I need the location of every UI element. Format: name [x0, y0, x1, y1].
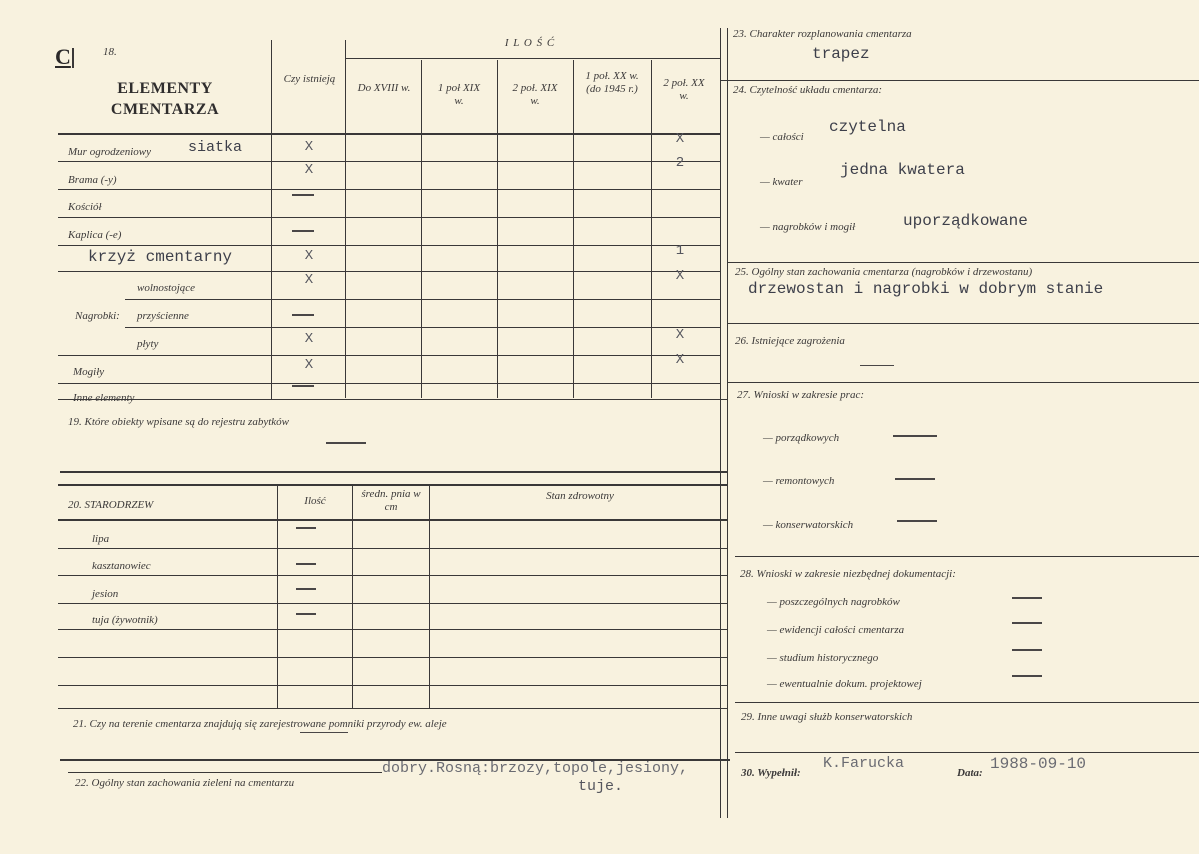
row-label-kosciol: Kościół	[68, 201, 102, 213]
section-24-label: 24. Czytelność układu cmentarza:	[733, 84, 883, 96]
section-26-label: 26. Istniejące zagrożenia	[735, 335, 845, 347]
row-label-krzyz: krzyż cmentarny	[88, 248, 233, 266]
dash-tree-kasztanowiec	[296, 563, 316, 565]
section-22-value-line1: dobry.Rosną:brzozy,topole,jesiony,	[382, 760, 689, 777]
col-header-ilosc: I L O Ś Ć	[504, 37, 556, 49]
row-label-wolnostojace: wolnostojące	[137, 282, 196, 294]
mark-wolno-2polxx: X	[675, 268, 685, 284]
section-27-label: 27. Wnioski w zakresie prac:	[737, 389, 864, 401]
tree-name: tuja (żywotnik)	[92, 614, 158, 626]
section-30-label: 30. Wypełnił:	[741, 767, 801, 779]
dash-przysc-exists	[292, 314, 314, 316]
row-label-inne: Inne elementy	[73, 392, 135, 404]
col-header-2pol-xx: 2 poł. XX w.	[663, 77, 705, 102]
mark-mur-2polxx: X	[675, 131, 685, 147]
row-label-mogily: Mogiły	[73, 366, 105, 378]
dash-section-27-remontowych	[895, 478, 935, 480]
section-28-item: — studium historycznego	[767, 652, 879, 664]
dash-section-21	[300, 732, 348, 733]
dash-kaplica-exists	[292, 230, 314, 232]
mark-brama-2polxx: 2	[675, 155, 685, 171]
dash-tree-lipa	[296, 527, 316, 529]
section-23-value: trapez	[812, 45, 870, 63]
section-18-title-line1: ELEMENTY	[117, 80, 213, 97]
dash-inne-exists	[292, 385, 314, 387]
section-24-calosci-label: — całości	[760, 131, 804, 143]
dash-section-27-konserwatorskich	[897, 520, 937, 522]
tree-name: kasztanowiec	[92, 560, 151, 572]
section-28-item: — poszczególnych nagrobków	[767, 596, 900, 608]
row-label-kaplica: Kaplica (-e)	[68, 229, 122, 241]
section-24-kwater-value: jedna kwatera	[840, 161, 965, 179]
col-header-tree-ilosc: Ilość	[304, 495, 326, 507]
col-header-tree-stan: Stan zdrowotny	[546, 490, 614, 502]
section-letter: C	[55, 44, 71, 69]
section-28-item: — ewidencji całości cmentarza	[767, 624, 905, 636]
dash-section-19	[326, 442, 366, 444]
dash-section-28-projektowej	[1012, 675, 1042, 677]
section-22-value-line2: tuje.	[578, 778, 624, 795]
section-24-nagrobkow-value: uporządkowane	[903, 212, 1028, 230]
dash-section-26	[860, 365, 894, 366]
col-header-exists: Czy istnieją	[283, 73, 336, 85]
tree-name: jesion	[92, 588, 119, 600]
section-30-name: K.Farucka	[823, 755, 905, 772]
section-24-kwater-label: — kwater	[760, 176, 803, 188]
row-label-mur: Mur ogrodzeniowy	[68, 146, 152, 158]
section-20-title: 20. STARODRZEW	[68, 499, 154, 511]
dash-tree-jesion	[296, 588, 316, 590]
col-header-1pol-xx: 1 poł. XX w. (do 1945 r.)	[585, 70, 639, 95]
section-27-item: — porządkowych	[763, 432, 840, 444]
col-header-1pol-xix: 1 poł XIX w.	[437, 82, 481, 107]
dash-section-28-nagrobkow	[1012, 597, 1042, 599]
mark-mogily-2polxx: X	[675, 352, 685, 368]
mark-krzyz-2polxx: 1	[675, 243, 685, 259]
section-27-item: — remontowych	[763, 475, 835, 487]
mark-mur-exists: X	[304, 139, 314, 155]
mark-krzyz-exists: X	[304, 248, 314, 264]
dash-section-28-ewidencji	[1012, 622, 1042, 624]
section-18-title-line2: CMENTARZA	[110, 101, 220, 118]
dash-kosciol-exists	[292, 194, 314, 196]
section-25-value: drzewostan i nagrobki w dobrym stanie	[748, 280, 1104, 298]
mark-mogily-exists: X	[304, 357, 314, 373]
mark-brama-exists: X	[304, 162, 314, 178]
section-23-label: 23. Charakter rozplanowania cmentarza	[733, 28, 912, 40]
mark-plyty-2polxx: X	[675, 327, 685, 343]
section-18-number: 18.	[103, 46, 117, 58]
section-30-date-label: Data:	[957, 767, 983, 779]
section-19-label: 19. Które obiekty wpisane są do rejestru zabytków	[68, 416, 289, 428]
mark-wolno-exists: X	[304, 272, 314, 288]
section-24-nagrobkow-label: — nagrobków i mogił	[760, 221, 856, 233]
tree-name: lipa	[92, 533, 110, 545]
row-label-nagrobki: Nagrobki:	[75, 310, 120, 322]
row-label-brama: Brama (-y)	[68, 174, 117, 186]
col-header-xviii: Do XVIII w.	[357, 82, 411, 94]
col-header-2pol-xix: 2 poł. XIX w.	[512, 82, 558, 107]
col-header-tree-sredn: średn. pnia w cm	[361, 488, 421, 513]
section-21-label: 21. Czy na terenie cmentarza znajdują się zarejestrowane pomniki przyrody ew. aleje	[73, 718, 447, 730]
row-value-mur: siatka	[188, 139, 243, 156]
row-label-przyscienne: przyścienne	[137, 310, 189, 322]
section-28-label: 28. Wnioski w zakresie niezbędnej dokumentacji:	[740, 568, 956, 580]
section-28-item: — ewentualnie dokum. projektowej	[767, 678, 922, 690]
section-25-label: 25. Ogólny stan zachowania cmentarza (nagrobków i drzewostanu)	[735, 266, 1033, 278]
row-label-plyty: płyty	[137, 338, 159, 350]
mark-plyty-exists: X	[304, 331, 314, 347]
section-30-date: 1988-09-10	[990, 755, 1087, 773]
section-24-calosci-value: czytelna	[829, 118, 906, 136]
dash-section-28-studium	[1012, 649, 1042, 651]
section-27-item: — konserwatorskich	[763, 519, 854, 531]
section-29-label: 29. Inne uwagi służb konserwatorskich	[741, 711, 913, 723]
dash-tree-tuja	[296, 613, 316, 615]
section-22-label: 22. Ogólny stan zachowania zieleni na cmentarzu	[75, 777, 295, 789]
dash-section-27-porzadkowych	[893, 435, 937, 437]
